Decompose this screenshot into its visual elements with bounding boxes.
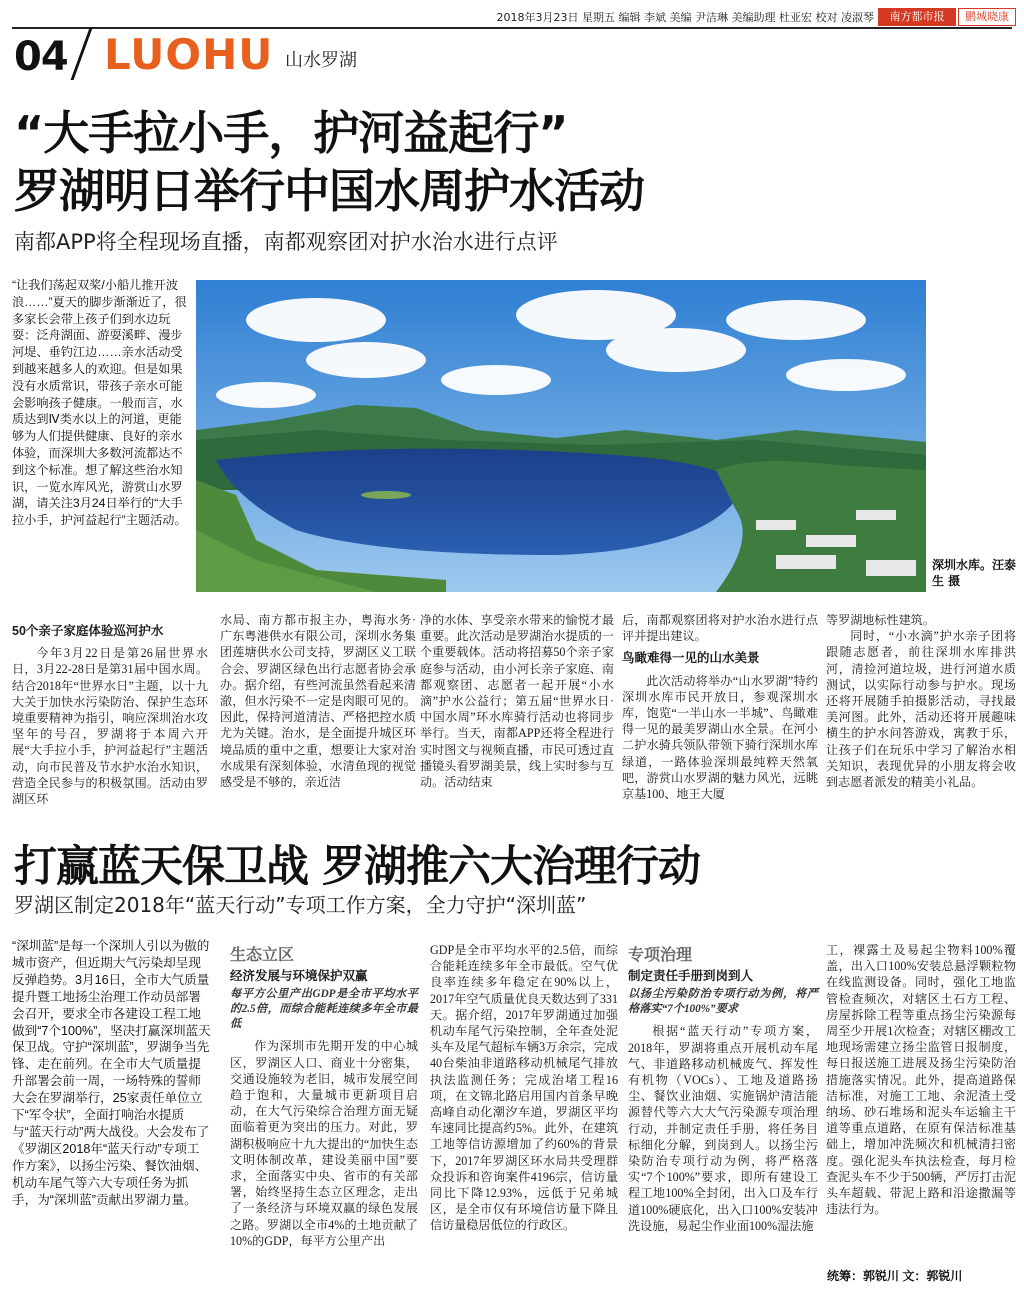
page-header — [0, 0, 1024, 28]
article1-headline-line2: 罗湖明日举行中国水周护水活动 — [14, 164, 644, 218]
article2-subtitle: 罗湖区制定2018年“蓝天行动”专项工作方案，全力守护“深圳蓝” — [14, 893, 587, 917]
article-text: 等罗湖地标性建筑。 — [826, 613, 935, 627]
article1-column-3 — [420, 612, 614, 790]
article-text: 此次活动将举办“山水罗湖”特约深圳水库市民开放日，参观深圳水库，饱览“一半山水一半城”、鸟瞰难得一见的最美罗湖山水全景。在河小二护水骑兵领队带领下骑行深圳水库绿道，一路体验深圳最纯粹天然氧吧，游赏山水罗湖的魅力风光，远眺京基100、地王大厦 — [622, 673, 818, 802]
section-tag: 生态立区 — [230, 947, 295, 964]
article-text: GDP是全市平均水平的2.5倍，而综合能耗连续多年全市最低。空气优良率连续多年稳定在90%以上，2017年空气质量优良天数达到了331天。据介绍，2017年罗湖通过加强机动车尾气污染控制，全年查处泥头车及尾气超标车辆3万余宗，完成40台柴油非道路移动机械尾气排放执法监测任务；完成治堵工程16项，在文锦北路启用国内首条早晚高峰自动化潮汐车道，罗湖区平均车速同比提高约5%。此外，在建筑工地等信访源增加了约60%的背景下，2017年罗湖区环水局共受理群众投诉和咨询案件4196宗，信访量同比下降12.93%，远低于兄弟城区，是全市仅有环境信访量下降且信访量稳居低位的行政区。 — [430, 943, 618, 1233]
article-text: 同时，“小水滴”护水亲子团将跟随志愿者，前往深圳水库排洪河，清捡河道垃圾，进行河道水质测试，以实际行动参与护水。现场还将开展随手拍摄影活动，寻找最美河图。此外，活动还将开展趣味横生的护水问答游戏，寓教于乐，让孩子们在玩乐中学习了解治水相关知识，表现优异的小朋友将会收到志愿者派发的精美小礼品。 — [826, 629, 1016, 790]
article2-headline: 打赢蓝天保卫战 罗湖推六大治理行动 — [14, 842, 700, 892]
article1-column-2 — [220, 612, 416, 790]
article2-column-5 — [826, 942, 1016, 1217]
article1-headline-line1: “大手拉小手，护河益起行” — [14, 106, 568, 160]
column-subhead: 50个亲子家庭体验巡河护水 — [12, 624, 164, 638]
section-tag: 专项治理 — [628, 947, 693, 964]
column-title: 经济发展与环境保护双赢 — [230, 969, 368, 984]
article1-column-5 — [826, 612, 1016, 790]
article-text: 作为深圳市先期开发的中心城区，罗湖区人口、商业十分密集，交通设施较为老旧，城市发展空间趋于饱和，大量城市更新项目启动，在大气污染综合治理方面无疑面临着更为突出的压力。对此，罗湖积极响应十九大提出的“加快生态文明体制改革，建设美丽中国”要求，全面落实中央、省市的有关部署，始终坚持生态立区理念，走出了一条经济与环境双赢的绿色发展之路。罗湖以全市4%的土地贡献了10%的GDP，每平方公里产出 — [230, 1039, 418, 1248]
slash-divider — [71, 28, 93, 80]
article-text: 水局、南方都市报主办，粤海水务·广东粤港供水有限公司，深圳水务集团莲塘供水公司支持，罗湖区义工联合会、罗湖区绿色出行志愿者协会承办。据介绍，有些河流虽然看起来清澈，但水污染不一定是肉眼可见的。因此，保持河道清洁、严格把控水质尤为关键。治水，是全面提升城区环境品质的重中之重，想要让大家对治水成果有深刻体验，水清鱼现的视觉感受是不够的，亲近洁 — [220, 613, 416, 790]
article2-lead: “深圳蓝”是每一个深圳人引以为傲的城市资产，但近期大气污染却呈现反弹趋势。3月16日，全市大气质量提升暨工地扬尘治理工作动员部署会召开，要求全市各建设工程工地做到“7个100%”，坚决打赢深圳蓝天保卫战。守护“深圳蓝”，罗湖争当先锋、走在前列。在全市大气质量提升部署会前一周，一场特殊的誓师大会在罗湖举行，25家责任单位立下“军令状”，全面打响治水提质与“蓝天行动”两大战役。大会发布了《罗湖区2018年“蓝天行动”专项工作方案》，以扬尘污染、餐饮油烟、机动车尾气等六大专项任务为抓手，为“深圳蓝”贡献出罗湖力量。 — [12, 939, 211, 1207]
header-info: 2018年3月23日 星期五 编辑 李斌 美编 尹洁琳 美编助理 杜亚宏 校对 凌淑琴 — [496, 11, 874, 24]
article1-column-4 — [622, 612, 818, 802]
article2-column-4 — [628, 948, 818, 1234]
article-text: 工，裸露土及易起尘物料100%覆盖，出入口100%安装总悬浮颗粒物在线监测设备。同时，强化工地监管检查频次，对辖区土石方工程、房屋拆除工程等重点扬尘污染源每周至少开展1次检查；对辖区棚改工地现场需建立扬尘监管日报制度，每日报送施工进展及扬尘污染防治措施落实情况。此外，提高道路保洁标准，对施工工地、余泥渣土受纳场、砂石堆场和泥头车运输主干道等重点道路，在原有保洁标准基础上，增加冲洗频次和机械清扫密度。强化泥头车执法检查，每月检查泥头车不少于500辆，严厉打击泥头车超载、带泥上路和沿途撒漏等违法行为。 — [826, 943, 1016, 1217]
article-text: 净的水体、享受亲水带来的愉悦才最重要。此次活动是罗湖治水提质的一个重要载体。活动将招募50个亲子家庭参与活动，由小河长亲子家庭、南都观察团、志愿者一起开展“小水滴”护水公益行；第五届“世界水日·中国水周”环水库骑行活动也将同步举行。当天，南都APP还将全程进行实时图文与视频直播，市民可透过直播镜头看罗湖美景，线上实时参与互动。活动结束 — [420, 613, 614, 790]
page-number: 04 — [14, 34, 68, 80]
article2-column-3 — [430, 942, 618, 1234]
column-summary: 每平方公里产出GDP是全市平均水平的2.5倍，而综合能耗连续多年全市最低 — [230, 988, 418, 1031]
section-subtitle: 山水罗湖 — [285, 50, 357, 71]
article2-column-2 — [230, 948, 418, 1249]
column-subhead: 鸟瞰难得一见的山水美景 — [622, 651, 760, 666]
supplement-logo: 鹏城晓康 — [958, 8, 1016, 26]
byline: 统筹：郭锐川 文：郭锐川 — [827, 1269, 963, 1283]
article1-subtitle: 南都APP将全程现场直播，南都观察团对护水治水进行点评 — [14, 230, 558, 254]
article1-lead: “让我们荡起双桨/小船儿推开波浪……”夏天的脚步渐渐近了，很多家长会带上孩子们到水边玩耍：泛舟湖面、游耍溪畔、漫步河堤、垂钓江边……亲水活动受到越来越多人的欢迎。但是如果没有水质常识，带孩子亲水可能会影响孩子健康。一般而言，水质达到Ⅳ类水以上的河道，更能够为人们提供健康、良好的亲水体验，而深圳大多数河流都达不到这个标准。想了解这些治水知识，一览水库风光，游赏山水罗湖，请关注3月24日举行的“大手拉小手，护河益起行”主题活动。 — [12, 278, 187, 528]
article-text: 后，南都观察团将对护水治水进行点评并提出建议。 — [622, 613, 818, 644]
column-summary: 以扬尘污染防治专项行动为例，将严格落实“7个100%”要求 — [628, 988, 818, 1016]
section-name: LUOHU — [104, 30, 274, 79]
column-title: 制定责任手册到岗到人 — [628, 969, 754, 984]
photo-caption: 深圳水库。汪泰生 摄 — [932, 558, 1017, 588]
header-rule — [12, 27, 1012, 29]
newspaper-logo: 南方都市报 — [878, 8, 956, 26]
article1-column-1 — [12, 617, 208, 807]
article-text: 今年3月22日是第26届世界水日，3月22-28日是第31届中国水周。结合2018年“世界水日”主题，以十九大关于加快水污染防治、保护生态环境重要精神为指引，响应深圳治水攻坚年的号召，罗湖将于本周六开展“大手拉小手，护河益起行”主题活动，向市民普及节水护水治水知识，营造全民参与的积极氛围。活动由罗湖区环 — [12, 646, 208, 807]
reservoir-photo — [196, 280, 926, 592]
article-text: 根据“蓝天行动”专项方案，2018年，罗湖将重点开展机动车尾气、非道路移动机械废气、挥发性有机物（VOCs）、工地及道路扬尘、餐饮业油烟、实施锅炉清洁能源替代等六大大气污染源专项治理行动，并制定责任手册，将任务目标细化分解，到岗到人。以扬尘污染防治专项行动为例，将严格落实“7个100%”要求，即所有建设工程工地100%全封闭，出入口及车行道100%硬底化，出入口100%安装冲洗设施，易起尘作业面100%湿法施 — [628, 1024, 818, 1233]
